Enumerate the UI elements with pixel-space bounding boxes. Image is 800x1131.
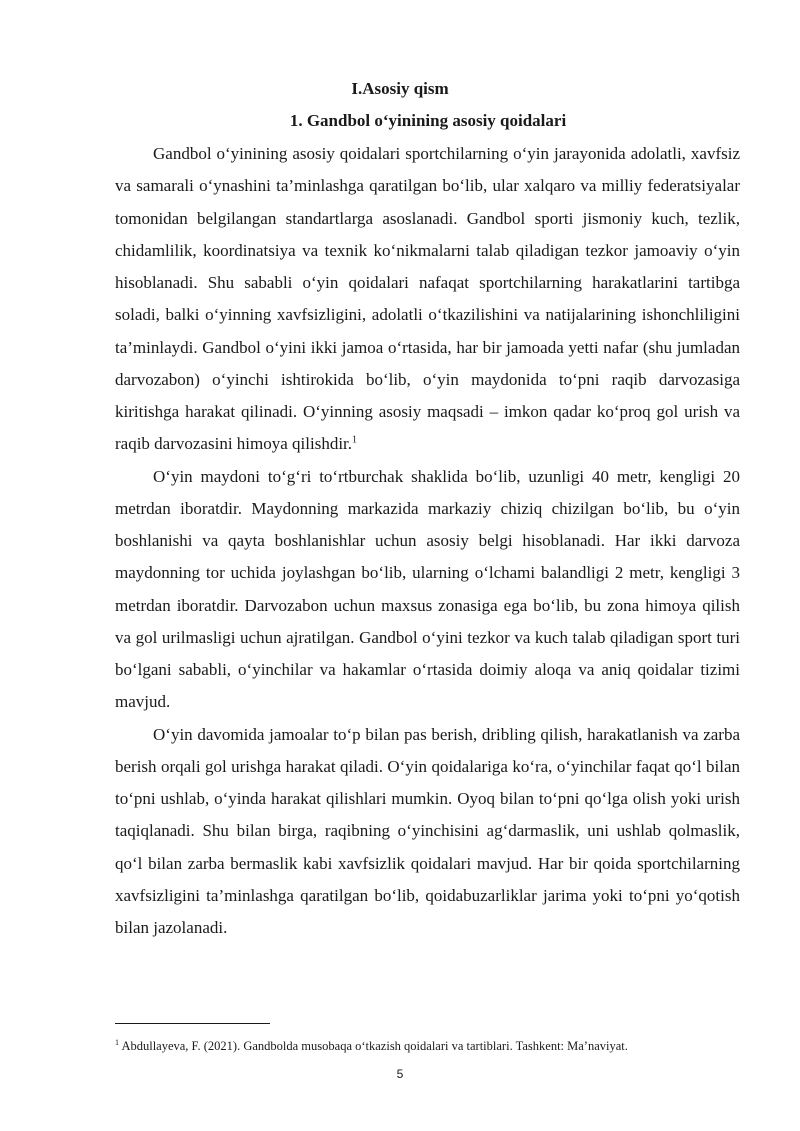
paragraph-1-text: Gandbol o‘yinining asosiy qoidalari sportchilarning o‘yin jarayonida adolatli, xavfsiz va samarali o‘ynashini ta’minlashga qaratilgan bo‘lib, ular xalqaro va milliy federatsiyalar tomonidan belgilangan standartlarga asoslanadi. Gandbol sporti jismoniy kuch, tezlik, chidamlilik, koordinatsiya va texnik ko‘nikmalarni talab qiladigan tezkor jamoaviy o‘yin hisoblanadi. Shu sababli o‘yin qoidalari nafaqat sportchilarning harakatlarini tartibga soladi, balki o‘yinning xavfsizligini, adolatli o‘tkazilishini va natijalarining ishonchliligini ta’minlaydi. Gandbol o‘yini ikki jamoa o‘rtasida, har bir jamoada yetti nafar (shu jumladan darvozabon) o‘yinchi ishtirokida bo‘lib, o‘yin maydonida to‘pni raqib darvozasiga kiritishga harakat qilinadi. O‘yinning asosiy maqsadi – imkon qadar ko‘proq gol urish va raqib darvozasini himoya qilishdir. <box>115 144 740 454</box>
footnote-reference[interactable]: 1 <box>352 434 358 446</box>
paragraph-2: O‘yin maydoni to‘g‘ri to‘rtburchak shaklida bo‘lib, uzunligi 40 metr, kengligi 20 metrdan iboratdir. Maydonning markazida markaziy chiziq chizilgan bo‘lib, bu o‘yin boshlanishi va qayta boshlanishlar uchun asosiy belgi hisoblanadi. Har ikki darvoza maydonning tor uchida joylashgan bo‘lib, ularning o‘lchami balandligi 2 metr, kengligi 3 metrdan iboratdir. Darvozabon uchun maxsus zonasiga ega bo‘lib, bu zona himoya qilish va gol urilmasligi uchun ajratilgan. Gandbol o‘yini tezkor va kuch talab qiladigan sport turi bo‘lgani sababli, o‘yinchilar va hakamlar o‘rtasida doimiy aloqa va aniq qoidalar tizimi mavjud. <box>115 466 740 712</box>
paragraph-3: O‘yin davomida jamoalar to‘p bilan pas berish, dribling qilish, harakatlanish va zarba berish orqali gol urishga harakat qiladi. O‘yin qoidalariga ko‘ra, o‘yinchilar faqat qo‘l bilan to‘pni ushlab, o‘yinda harakat qilishlari mumkin. Oyoq bilan to‘pni qo‘lga olish yoki urish taqiqlanadi. Shu bilan birga, raqibning o‘yinchisini ag‘darmaslik, uni ushlab qolmaslik, qo‘l bilan zarba bermaslik kabi xavfsizlik qoidalari mavjud. Har bir qoida sportchilarning xavfsizligini ta’minlashga qaratilgan bo‘lib, qoidabuzarliklar jarima yoki to‘pni yo‘qotish bilan jazolanadi. <box>115 724 740 937</box>
footnote-divider <box>115 1023 270 1024</box>
footnote-mark: 1 <box>115 1037 119 1047</box>
chapter-title: 1. Gandbol o‘yinining asosiy qoidalari <box>289 111 567 130</box>
section-title: I.Asosiy qism <box>351 79 449 98</box>
page-number: 5 <box>396 1067 404 1081</box>
body-text <box>115 138 740 944</box>
paragraph-1 <box>115 138 740 461</box>
footnote-text: Abdullayeva, F. (2021). Gandbolda musobaqa o‘tkazish qoidalari va tartiblari. Tashkent: Ma’naviyat. <box>121 1039 628 1053</box>
footnote <box>115 1038 740 1054</box>
